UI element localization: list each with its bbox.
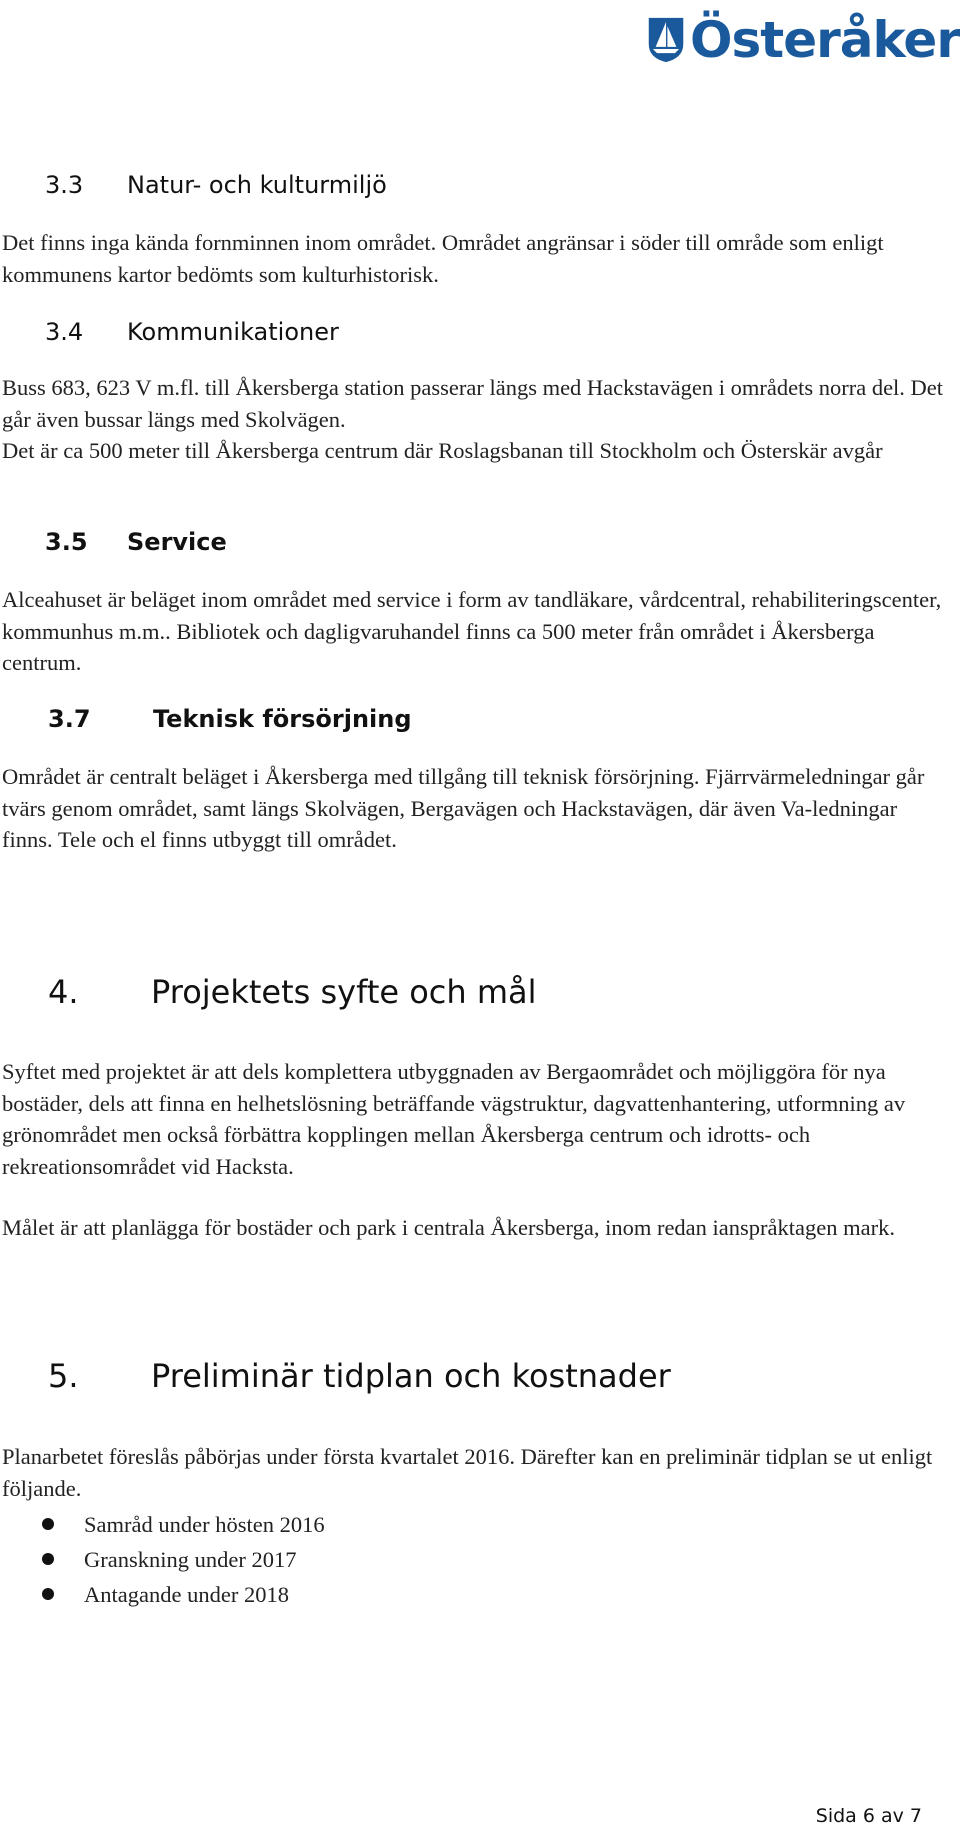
page-number: Sida 6 av 7 <box>815 1805 922 1827</box>
paragraph-3-5 <box>2 584 952 679</box>
paragraph-text: Det är ca 500 meter till Åkersberga centrum där Roslagsbanan till Stockholm och Österskär avgår <box>2 438 883 463</box>
section-title: Teknisk försörjning <box>153 705 412 733</box>
osteraker-logo <box>646 4 960 76</box>
section-number: 4. <box>48 973 79 1011</box>
heading-3-7 <box>48 705 412 733</box>
paragraph-3-4 <box>2 372 952 467</box>
heading-3-5 <box>45 528 227 556</box>
heading-4 <box>48 973 537 1011</box>
paragraph-3-3 <box>2 227 952 290</box>
section-title: Projektets syfte och mål <box>151 973 537 1011</box>
section-number: 3.3 <box>45 171 84 199</box>
list-item-text: Samråd under hösten 2016 <box>84 1512 325 1537</box>
logo-wordmark: Österåker <box>690 11 960 69</box>
section-number: 3.7 <box>48 705 91 733</box>
paragraph-text: Alceahuset är beläget inom området med service i form av tandläkare, vårdcentral, rehabiliteringscenter, kommunhus m.m.. Bibliotek och dagligvaruhandel finns ca 500 meter från området i Åkersberga centrum. <box>2 587 942 675</box>
paragraph-text: Målet är att planlägga för bostäder och park i centrala Åkersberga, inom redan ianspråktagen mark. <box>2 1215 895 1240</box>
boat-shield-icon <box>646 6 686 74</box>
list-item <box>0 1542 325 1577</box>
bullet-icon <box>42 1588 54 1600</box>
section-title: Kommunikationer <box>127 318 339 346</box>
paragraph-text: Syftet med projektet är att dels komplettera utbyggnaden av Bergaområdet och möjliggöra för nya bostäder, dels att finna en helhetslösning beträffande vägstruktur, dagvattenhantering, utformning av grönområdet men också förbättra kopplingen mellan Åkersberga centrum och idrotts- och rekreationsområdet vid Hacksta. <box>2 1059 906 1179</box>
paragraph-5 <box>2 1441 952 1504</box>
bullet-icon <box>42 1553 54 1565</box>
timeline-list <box>0 1507 325 1612</box>
list-item <box>0 1577 325 1612</box>
paragraph-3-7 <box>2 761 952 856</box>
list-item <box>0 1507 325 1542</box>
paragraph-text: Området är centralt beläget i Åkersberga med tillgång till teknisk försörjning. Fjärrvärmeledningar går tvärs genom området, samt längs Skolvägen, Bergavägen och Hackstavägen, där även Va-ledningar finns. Tele och el finns utbyggt till området. <box>2 764 925 852</box>
section-number: 3.5 <box>45 528 88 556</box>
heading-3-3 <box>45 171 387 199</box>
paragraph-text: Det finns inga kända fornminnen inom området. Området angränsar i söder till område som enligt kommunens kartor bedömts som kulturhistorisk. <box>2 230 884 287</box>
section-title: Natur- och kulturmiljö <box>127 171 387 199</box>
heading-5 <box>48 1357 671 1395</box>
heading-3-4 <box>45 318 339 346</box>
list-item-text: Antagande under 2018 <box>84 1582 289 1607</box>
section-number: 3.4 <box>45 318 84 346</box>
section-title: Preliminär tidplan och kostnader <box>151 1357 671 1395</box>
paragraph-4-goal <box>2 1212 952 1244</box>
section-number: 5. <box>48 1357 79 1395</box>
paragraph-text: Buss 683, 623 V m.fl. till Åkersberga station passerar längs med Hackstavägen i områdets norra del. Det går även bussar längs med Skolvägen. <box>2 375 944 432</box>
list-item-text: Granskning under 2017 <box>84 1547 297 1572</box>
paragraph-4-purpose <box>2 1056 952 1182</box>
section-title: Service <box>127 528 227 556</box>
bullet-icon <box>42 1518 54 1530</box>
paragraph-text: Planarbetet föreslås påbörjas under första kvartalet 2016. Därefter kan en preliminär tidplan se ut enligt följande. <box>2 1444 933 1501</box>
